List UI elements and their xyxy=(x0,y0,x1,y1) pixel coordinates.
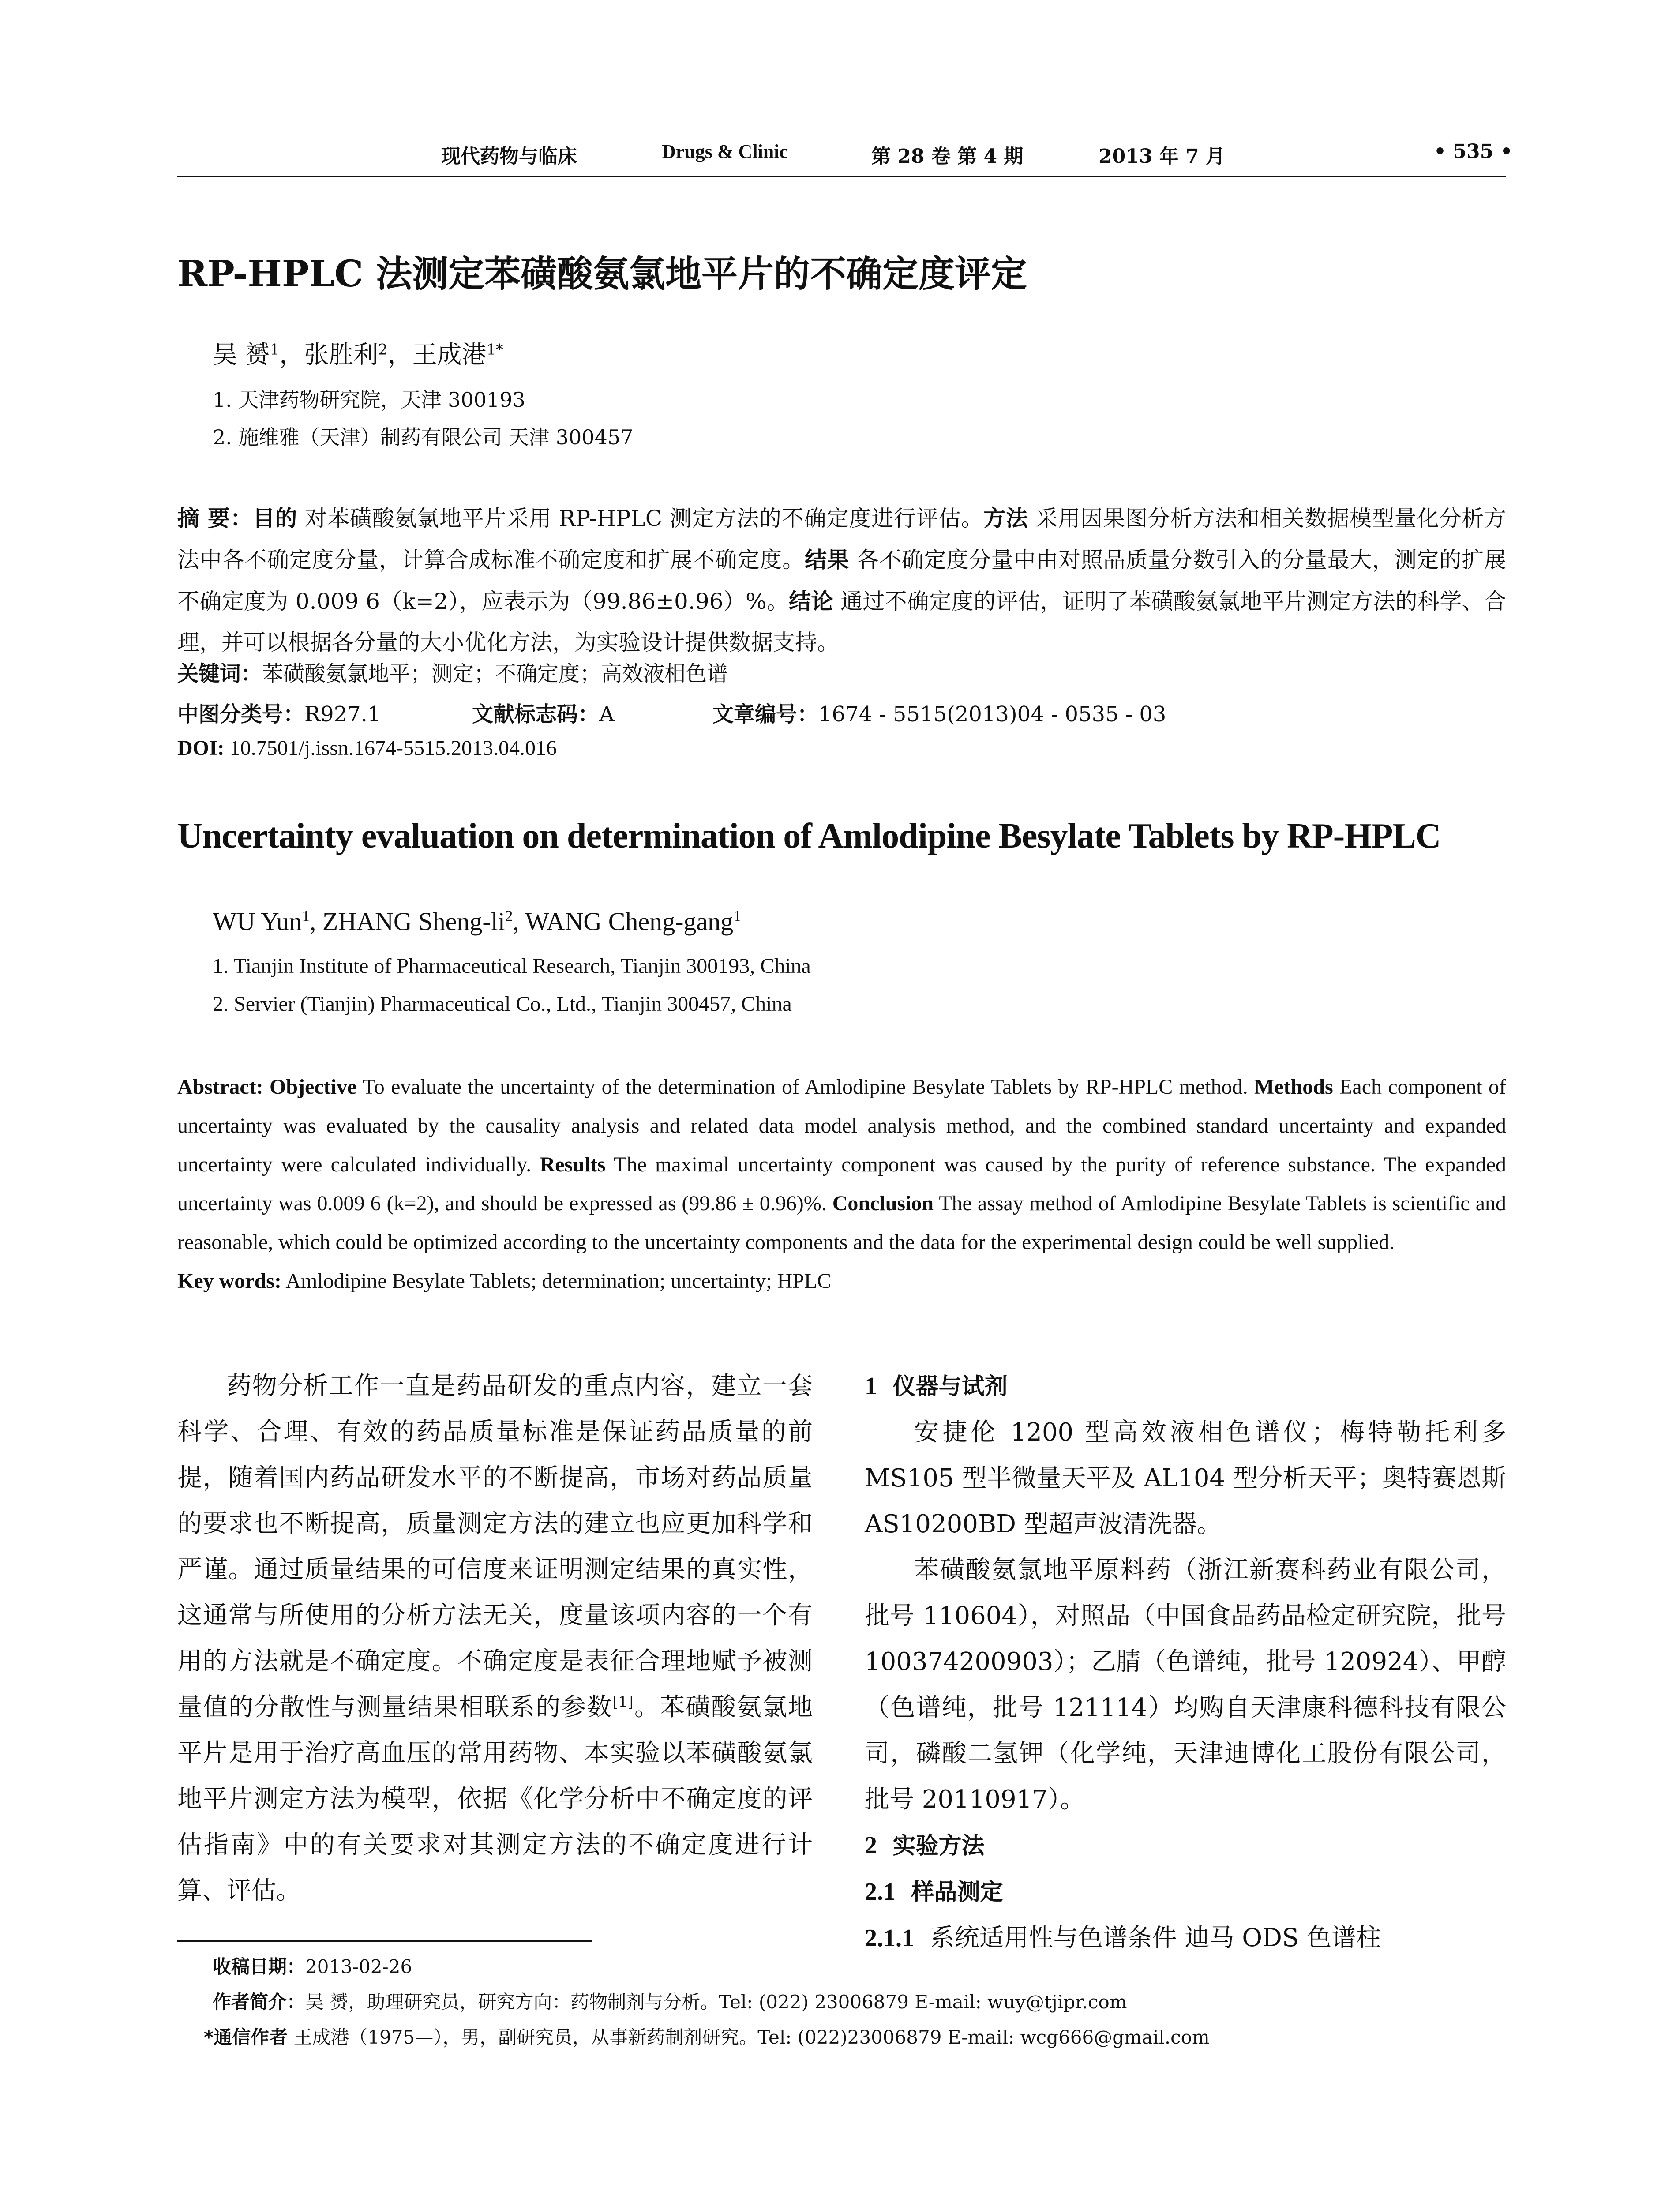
keywords-cn-text: 苯磺酸氨氯地平；测定；不确定度；高效液相色谱 xyxy=(262,661,728,686)
affiliation-cn-1: 1. 天津药物研究院，天津 300193 xyxy=(213,388,525,412)
body-left-column xyxy=(177,1363,813,1914)
author-bio-label: 作者简介： xyxy=(213,1991,306,2013)
author-1: 吴 赟 xyxy=(213,341,270,369)
objective-cn: 对苯磺酸氨氯地平片采用 RP-HPLC 测定方法的不确定度进行评估。 xyxy=(297,506,984,531)
section-2-number: 2 xyxy=(865,1832,877,1859)
conclusion-en-label: Conclusion xyxy=(832,1192,934,1215)
affiliation-en-1: 1. Tianjin Institute of Pharmaceutical Research, Tianjin 300193, China xyxy=(213,954,811,978)
author-2: ，张胜利 xyxy=(279,341,379,369)
doc-code-label: 文献标志码： xyxy=(472,702,600,727)
conclusion-cn-label: 结论 xyxy=(789,588,833,614)
author-en-3-sup: 1 xyxy=(733,907,741,925)
reagents-paragraph: 苯磺酸氨氯地平原料药（浙江新赛科药业有限公司，批号 110604），对照品（中国食品药品检定研究院，批号 100374200903）；乙腈（色谱纯，批号 120924）、甲醇（色谱纯，批号 121114）均购自天津康科德科技有限公司，磷酸二氢钾（化学纯，天津迪博化工股份有限公司，批号 20110917）。 xyxy=(865,1556,1506,1814)
abstract-en-label: Abstract: xyxy=(177,1075,263,1099)
footnote-received xyxy=(213,1952,412,1979)
methods-cn: 采用因果图分析方法和相关数据模型量化分析方法中各不确定度分量，计算合成标准不确定度和扩展不确定度。 xyxy=(177,506,1507,573)
doi-value: 10.7501/j.issn.1674-5515.2013.04.016 xyxy=(224,736,557,760)
authors-en xyxy=(213,907,741,936)
section-2-1-number: 2.1 xyxy=(865,1878,896,1906)
corresponding-info: 王成港（1975—），男，副研究员，从事新药制剂研究。Tel: (022)23006879 E-mail: wcg666@gmail.com xyxy=(287,2026,1210,2048)
keywords-en-label: Key words: xyxy=(177,1269,281,1293)
section-2-1-1 xyxy=(865,1915,1506,1961)
author-3: ，王成港 xyxy=(387,341,487,369)
footnote-corresponding xyxy=(204,2023,1210,2049)
section-2-1-1-text: 迪马 ODS 色谱柱 xyxy=(1177,1924,1381,1952)
citation-ref-1[interactable]: [1] xyxy=(612,1693,634,1711)
author-bio: 吴 赟，助理研究员，研究方向：药物制剂与分析。Tel: (022) 23006879 E-mail: wuy@tjipr.com xyxy=(305,1991,1127,2013)
keywords-en-text: Amlodipine Besylate Tablets; determination; uncertainty; HPLC xyxy=(281,1269,832,1293)
objective-cn-label: 目的 xyxy=(252,505,298,531)
author-en-1-sup: 1 xyxy=(302,907,310,925)
section-2-1-title: 样品测定 xyxy=(911,1879,1003,1906)
affiliation-cn-2: 2. 施维雅（天津）制药有限公司 天津 300457 xyxy=(213,425,634,449)
affiliation-en-2: 2. Servier (Tianjin) Pharmaceutical Co., Ltd., Tianjin 300457, China xyxy=(213,992,792,1016)
author-en-2-sup: 2 xyxy=(505,907,513,925)
results-en-label: Results xyxy=(540,1153,606,1176)
results-cn: 各不确定度分量中由对照品质量分数引入的分量最大，测定的扩展不确定度为 0.009 6（k=2），应表示为（99.86±0.96）%。 xyxy=(177,547,1506,614)
conclusion-en: The assay method of Amlodipine Besylate Tablets is scientific and reasonable, which could be optimized according to the uncertainty components and the data for the experimental design could be well supplied. xyxy=(177,1192,1506,1254)
received-label: 收稿日期： xyxy=(213,1956,306,1977)
title-en: Uncertainty evaluation on determination of Amlodipine Besylate Tablets by RP-HPLC xyxy=(177,817,1441,855)
article-number-label: 文章编号： xyxy=(712,702,819,727)
section-1-heading xyxy=(865,1363,1506,1410)
section-2-1-1-title: 系统适用性与色谱条件 xyxy=(930,1924,1177,1952)
author-en-2: , ZHANG Sheng-li xyxy=(309,907,505,936)
intro-paragraph: 药物分析工作一直是药品研发的重点内容，建立一套科学、合理、有效的药品质量标准是保证药品质量的前提，随着国内药品研发水平的不断提高，市场对药品质量的要求也不断提高，质量测定方法的建立也应更加科学和严谨。通过质量结果的可信度来证明测定结果的真实性，这通常与所使用的分析方法无关，度量该项内容的一个有用的方法就是不确定度。不确定度是表征合理地赋予被测量值的分散性与测量结果相联系的参数 xyxy=(177,1372,813,1722)
intro-paragraph-cont: 。苯磺酸氨氯地平片是用于治疗高血压的常用药物、本实验以苯磺酸氨氯地平片测定方法为模型，依据《化学分析中不确定度的评估指南》中的有关要求对其测定方法的不确定度进行计算、评估。 xyxy=(177,1693,813,1905)
author-1-sup: 1 xyxy=(270,341,280,358)
author-en-3: , WANG Cheng-gang xyxy=(513,907,734,936)
results-cn-label: 结果 xyxy=(804,547,850,573)
journal-name-cn: 现代药物与临床 xyxy=(441,145,577,168)
received-date: 2013-02-26 xyxy=(305,1956,412,1977)
methods-en-label: Methods xyxy=(1254,1075,1333,1099)
author-2-sup: 2 xyxy=(378,341,388,358)
abstract-cn xyxy=(177,498,1506,663)
conclusion-cn: 通过不确定度的评估，证明了苯磺酸氨氯地平片测定方法的科学、合理，并可以根据各分量的大小优化方法，为实验设计提供数据支持。 xyxy=(177,589,1506,655)
abstract-cn-label: 摘 要： xyxy=(177,505,253,531)
section-2-heading xyxy=(865,1823,1506,1869)
footnote-rule xyxy=(177,1940,592,1942)
title-cn: RP-HPLC 法测定苯磺酸氨氯地平片的不确定度评定 xyxy=(177,253,1027,295)
doc-code-value: A xyxy=(599,702,615,727)
body-right-column xyxy=(865,1363,1506,1961)
doc-code xyxy=(472,697,615,728)
methods-en: Each component of uncertainty was evaluated by the causality analysis and related data model analysis method, and the combined standard uncertainty and expanded uncertainty were calculated individually. xyxy=(177,1075,1507,1176)
journal-name-en: Drugs & Clinic xyxy=(662,141,788,162)
section-2-title: 实验方法 xyxy=(892,1833,985,1859)
footnote-author-bio xyxy=(213,1988,1127,2014)
methods-cn-label: 方法 xyxy=(983,505,1028,531)
author-3-sup: 1* xyxy=(486,341,503,358)
objective-en: To evaluate the uncertainty of the determination of Amlodipine Besylate Tablets by RP-HPLC method. xyxy=(356,1075,1255,1099)
doi-line xyxy=(177,736,557,760)
section-1-title: 仪器与试剂 xyxy=(892,1373,1008,1400)
corresponding-label: *通信作者 xyxy=(204,2026,288,2048)
article-number xyxy=(712,697,1166,728)
clc-label: 中图分类号： xyxy=(177,702,305,727)
article-number-value: 1674 - 5515(2013)04 - 0535 - 03 xyxy=(818,702,1166,727)
author-en-1: WU Yun xyxy=(213,907,302,936)
results-en: The maximal uncertainty component was caused by the purity of reference substance. The expanded uncertainty was 0.009 6 (k=2), and should be expressed as (99.86 ± 0.96)%. xyxy=(177,1153,1506,1215)
authors-cn xyxy=(213,335,503,371)
clc-value: R927.1 xyxy=(304,702,381,727)
keywords-cn xyxy=(177,657,728,687)
instruments-paragraph: 安捷伦 1200 型高效液相色谱仪；梅特勒托利多 MS105 型半微量天平及 AL104 型分析天平；奥特赛恩斯 AS10200BD 型超声波清洗器。 xyxy=(865,1418,1506,1538)
section-2-1-heading xyxy=(865,1869,1506,1915)
keywords-cn-label: 关键词： xyxy=(177,661,262,686)
classification-line xyxy=(177,697,381,728)
volume-issue: 第 28 卷 第 4 期 xyxy=(871,145,1024,168)
section-1-number: 1 xyxy=(865,1373,877,1400)
section-2-1-1-number: 2.1.1 xyxy=(865,1925,914,1952)
header-rule xyxy=(177,176,1506,177)
doi-label: DOI: xyxy=(177,736,225,760)
abstract-en xyxy=(177,1068,1506,1301)
issue-date: 2013 年 7 月 xyxy=(1099,145,1226,168)
page-number: • 535 • xyxy=(1434,140,1513,163)
objective-en-label: Objective xyxy=(270,1075,357,1099)
